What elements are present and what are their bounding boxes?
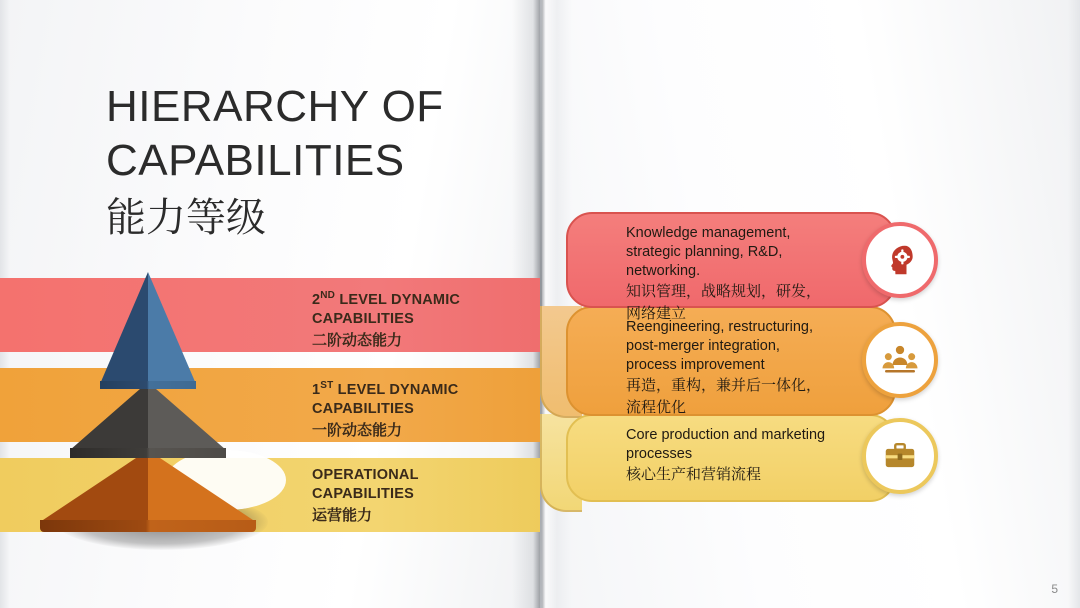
pyramid-tier-base-edge — [40, 520, 256, 532]
badge-core-production — [862, 418, 938, 494]
band-label-chinese: 二阶动态能力 — [312, 331, 403, 349]
band-label-ordinal-suffix: ST — [320, 380, 334, 391]
ribbon-text-chinese: 再造，重构，兼并后一体化，流程优化 — [626, 377, 822, 416]
band-label-line2: CAPABILITIES — [312, 310, 415, 327]
ribbon-core-production — [566, 414, 896, 502]
pyramid-tier-top-edge — [100, 381, 196, 389]
pyramid-tier-top-right — [148, 272, 196, 384]
page-edge-right — [1068, 0, 1080, 608]
people-group-icon — [880, 340, 920, 380]
band-label-rest: LEVEL DYNAMIC — [333, 381, 459, 398]
page-title-english: HIERARCHY OF CAPABILITIES — [106, 82, 444, 185]
band-label-ordinal-suffix: ND — [320, 290, 336, 301]
pyramid-tier-base-left — [40, 450, 148, 522]
ribbon-text-chinese: 知识管理，战略规划，研发，网络建立 — [626, 283, 822, 322]
ribbon-text-reengineering — [626, 318, 828, 419]
pyramid-tier-middle-left — [70, 382, 148, 450]
band-label-number: 2 — [312, 291, 321, 308]
badge-reengineering — [862, 322, 938, 398]
pyramid-tier-middle-edge — [70, 448, 226, 458]
pyramid-tier-base-right — [148, 450, 256, 522]
band-label-chinese: 运营能力 — [312, 507, 373, 524]
page-number: 5 — [1051, 582, 1058, 596]
ribbon-text-knowledge-management — [626, 224, 828, 325]
band-label-first-level — [312, 376, 458, 442]
ribbon-text-english: Reengineering, restructuring, post-merger integration, process improvement — [626, 319, 813, 373]
band-label-rest: LEVEL DYNAMIC — [335, 291, 461, 308]
band-label-second-level — [312, 286, 460, 352]
ribbon-text-chinese: 核心生产和营销流程 — [626, 466, 762, 483]
ribbon-knowledge-management — [566, 212, 896, 322]
band-label-operational — [312, 466, 419, 527]
head-gear-icon — [881, 241, 919, 279]
ribbon-text-core-production — [626, 426, 828, 486]
page-title-chinese: 能力等级 — [106, 196, 266, 240]
band-label-chinese: 一阶动态能力 — [312, 421, 403, 439]
band-label-line1: OPERATIONAL — [312, 467, 419, 483]
band-label-line2: CAPABILITIES — [312, 486, 415, 502]
pyramid-tier-top-left — [100, 272, 148, 384]
ribbon-text-english: Core production and marketing processes — [626, 427, 826, 462]
pyramid-graphic — [18, 262, 308, 562]
band-label-number: 1 — [312, 381, 321, 398]
badge-knowledge-management — [862, 222, 938, 298]
page-fold-line — [540, 0, 542, 608]
briefcase-icon — [881, 437, 919, 475]
band-label-line2: CAPABILITIES — [312, 400, 415, 417]
ribbon-text-english: Knowledge management, strategic planning, R&D, networking. — [626, 225, 791, 279]
page-title — [106, 80, 526, 246]
pyramid-tier-middle-right — [148, 382, 226, 450]
